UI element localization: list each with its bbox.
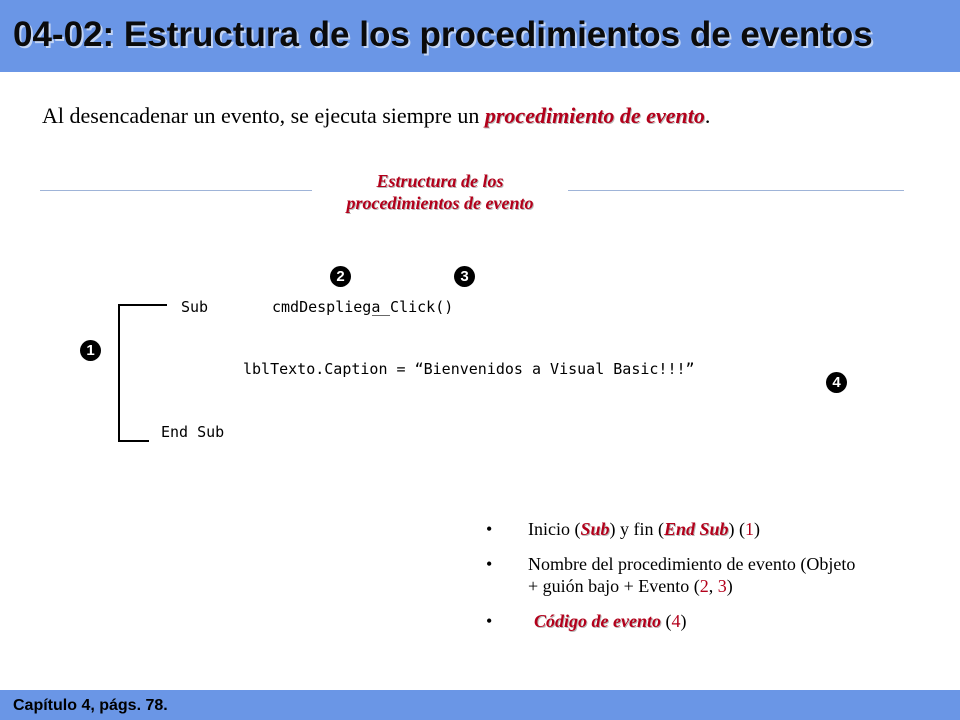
code-object-name: cmdDespliega: [272, 298, 381, 316]
bullet-1-sub: Sub: [580, 519, 610, 539]
bullet-dot-icon: •: [486, 611, 493, 631]
code-end-sub: End Sub: [161, 423, 225, 441]
bullet-2-line-1: Nombre del procedimiento de evento (Objeto: [528, 554, 856, 574]
intro-sentence: [42, 103, 710, 129]
marker-3-icon: 3: [454, 266, 475, 287]
bullet-3-num: 4: [671, 611, 681, 631]
bracket-bottom: [118, 440, 149, 442]
footer-text: Capítulo 4, págs. 78.: [13, 697, 168, 714]
code-body-line: lblTexto.Caption = “Bienvenidos a Visual Basic!!!”: [243, 360, 695, 378]
bullet-3-text-mid: (: [660, 611, 672, 631]
bullet-item-nombre: [480, 553, 930, 597]
intro-end: .: [704, 103, 711, 128]
bracket-vertical: [118, 304, 120, 442]
marker-2-icon: 2: [330, 266, 351, 287]
code-event-part: __Click(): [372, 298, 454, 316]
bullet-3-emphasis: Código de evento: [534, 611, 661, 631]
section-subtitle: [314, 170, 566, 214]
intro-text: Al desencadenar un evento, se ejecuta siempre un: [42, 103, 485, 128]
bullet-1-text-g: ): [754, 519, 761, 539]
bullet-2-line-2: [528, 575, 930, 597]
bullet-item-inicio-fin: [480, 518, 930, 540]
marker-4-icon: 4: [826, 372, 847, 393]
bullet-dot-icon: •: [486, 519, 493, 539]
bullet-2-text-b: ): [726, 576, 733, 596]
bullet-1-text-c: ) y fin (: [609, 519, 664, 539]
bullet-1-text-e: ) (: [728, 519, 746, 539]
bullet-item-codigo: [480, 610, 930, 632]
bullet-1-end-sub: End Sub: [664, 519, 729, 539]
subtitle-line-2: procedimientos de evento: [346, 193, 534, 213]
marker-1-icon: 1: [80, 340, 101, 361]
bullet-2-sep: ,: [708, 576, 718, 596]
intro-emphasis: procedimiento de evento: [484, 103, 705, 128]
subtitle-line-1: Estructura de los: [376, 171, 504, 191]
bullet-dot-icon: •: [486, 554, 493, 574]
divider-right: [568, 190, 904, 191]
bullet-1-text-a: Inicio (: [528, 519, 581, 539]
divider-left: [40, 190, 312, 191]
bullet-2-text-a: + guión bajo + Evento (: [528, 576, 700, 596]
bullet-1-num: 1: [745, 519, 755, 539]
bullet-3-text-end: ): [680, 611, 687, 631]
bullet-2-num-3: 3: [717, 576, 727, 596]
code-sub-keyword: Sub: [181, 298, 209, 316]
bullet-list: [480, 518, 930, 645]
bracket-top: [118, 304, 167, 306]
slide-title: 04-02: Estructura de los procedimientos de eventos: [13, 15, 873, 54]
bullet-2-num-2: 2: [699, 576, 709, 596]
